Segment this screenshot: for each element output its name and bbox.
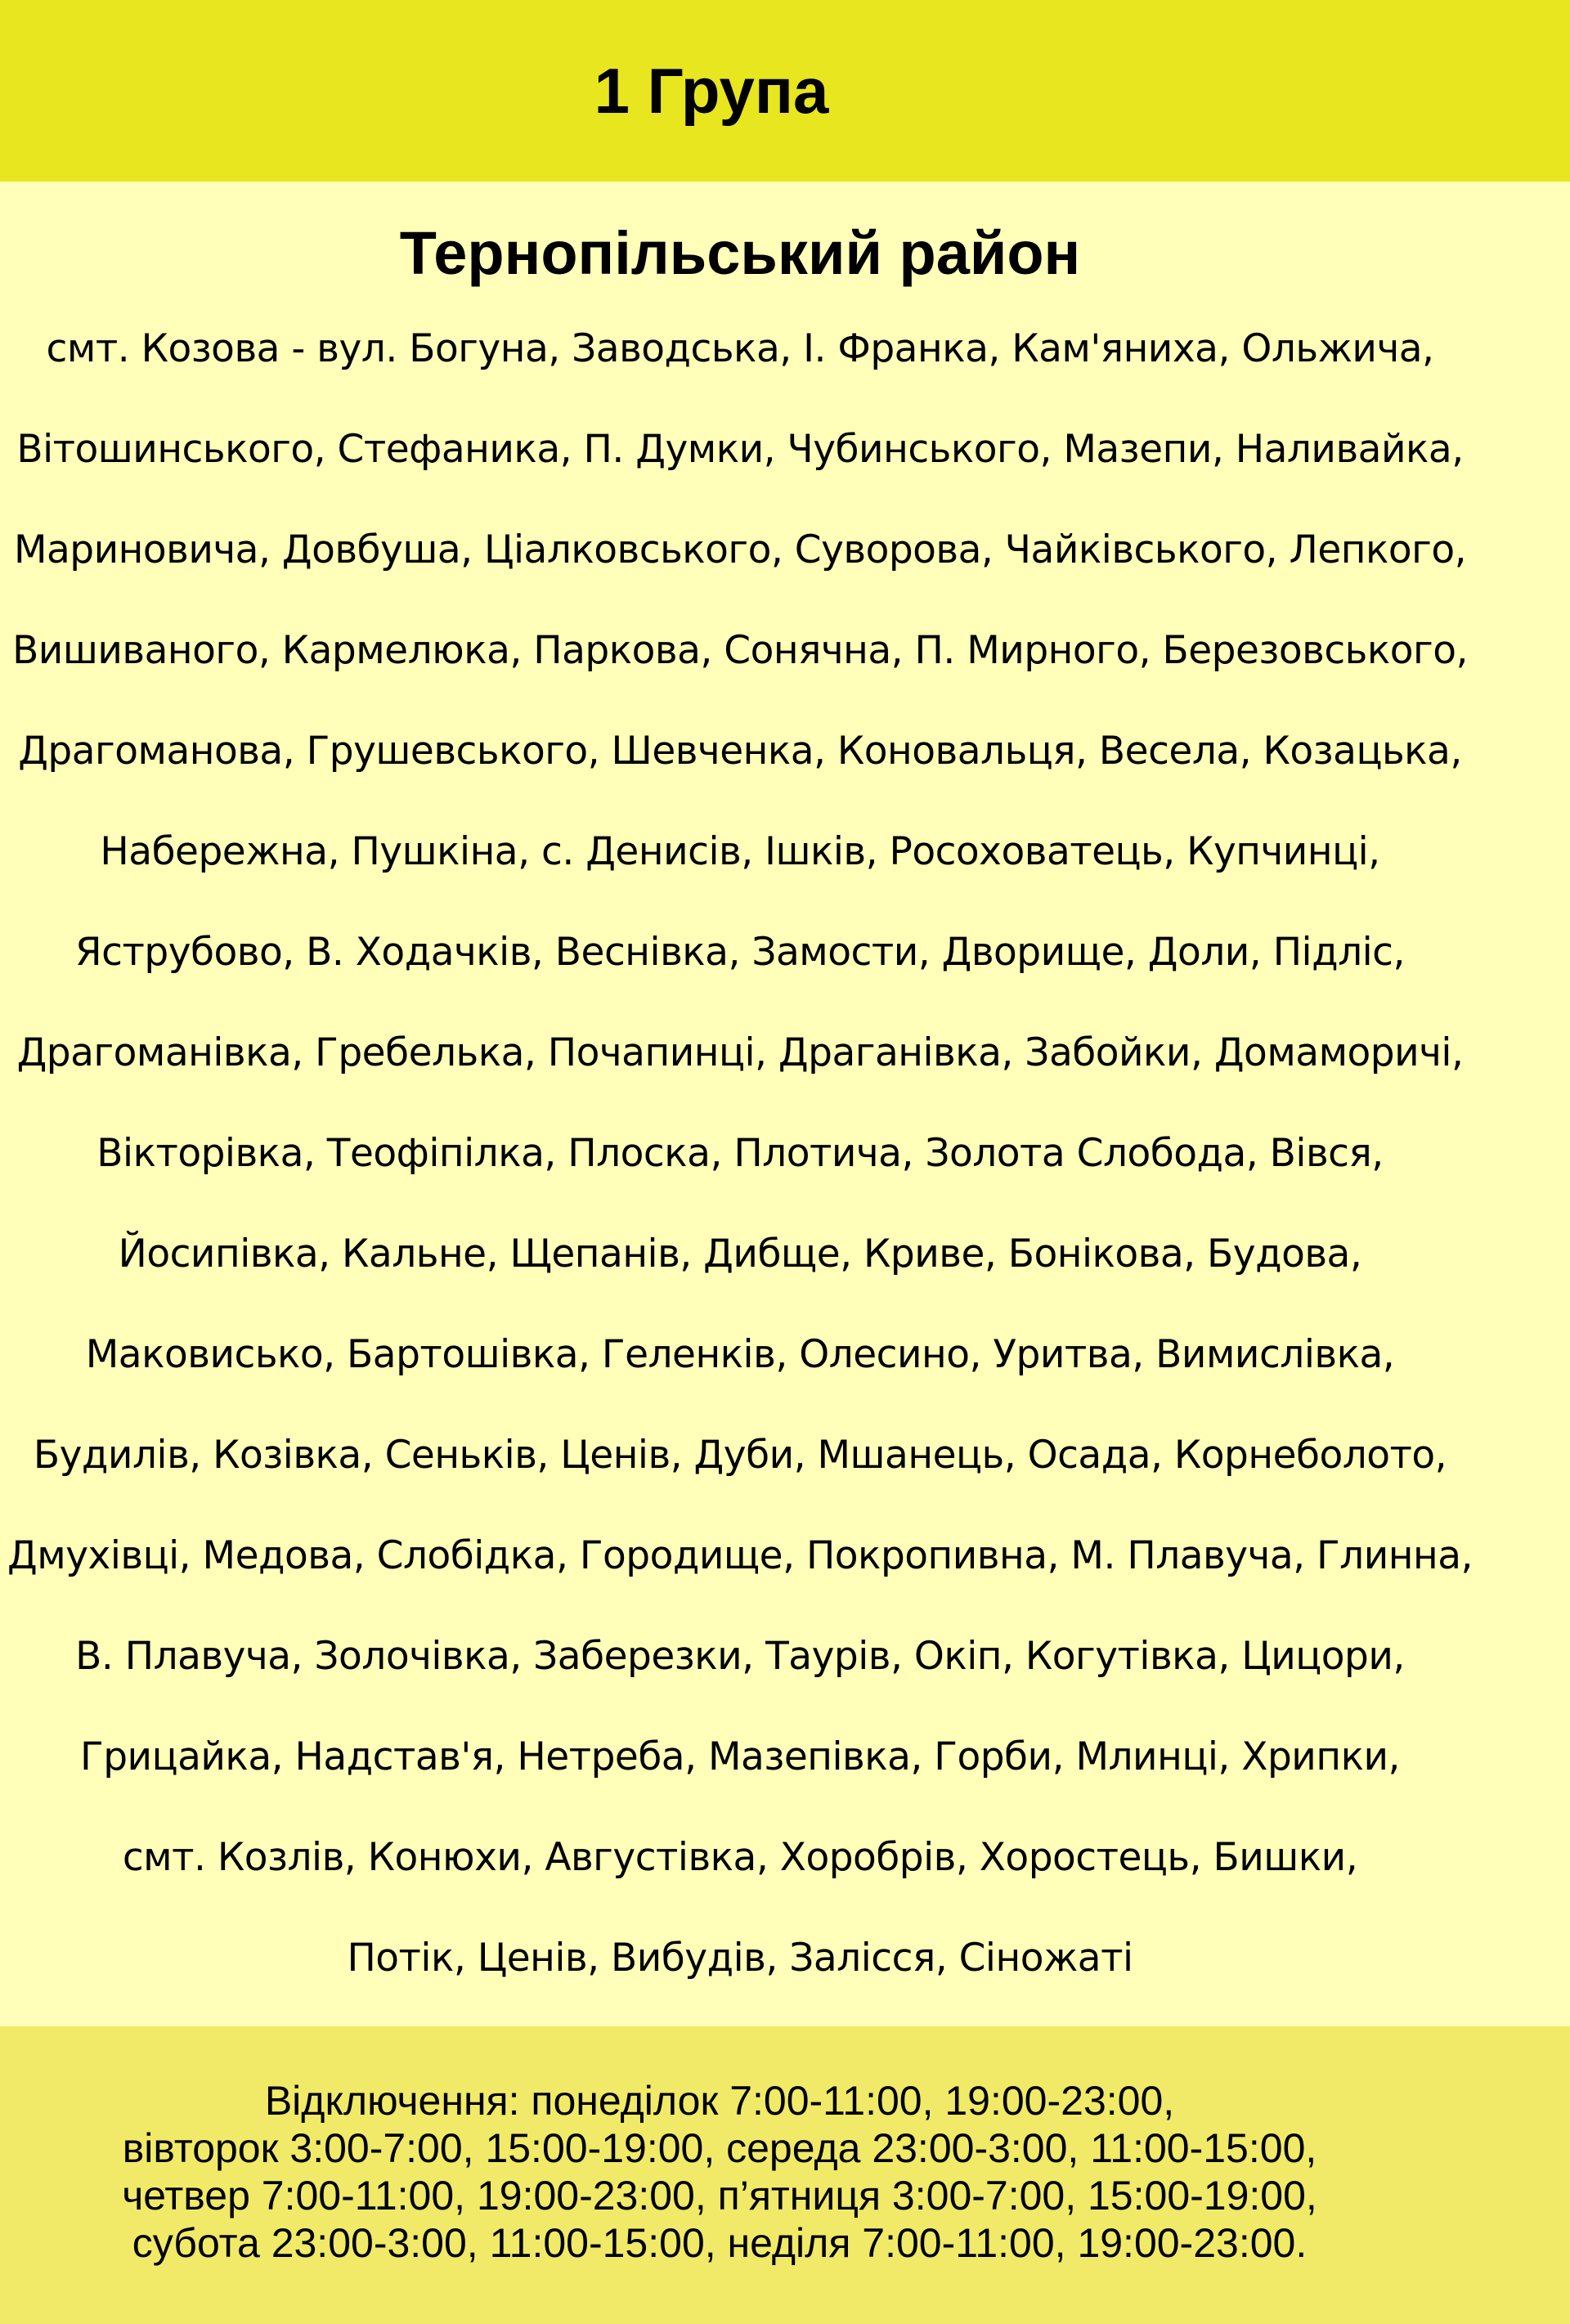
street-line: Яструбово, В. Ходачків, Веснівка, Замости, Дворище, Доли, Підліс, — [75, 930, 1405, 975]
street-line: Потік, Ценів, Вибудів, Залісся, Сіножаті — [347, 1936, 1133, 1981]
schedule-footer — [0, 2026, 1570, 2324]
street-line: Дмухівці, Медова, Слобідка, Городище, Покропивна, М. Плавуча, Глинна, — [7, 1533, 1473, 1578]
group-header — [0, 0, 1570, 182]
street-line: Драгоманівка, Гребелька, Почапинці, Драганівка, Забойки, Домаморичі, — [16, 1030, 1464, 1075]
schedule-line: Відключення: понеділок 7:00-11:00, 19:00-23:00, — [264, 2078, 1175, 2124]
schedule-line: вівторок 3:00-7:00, 15:00-19:00, середа 23:00-3:00, 11:00-15:00, — [122, 2125, 1317, 2171]
street-line: Грицайка, Надстав'я, Нетреба, Мазепівка, Горби, Млинці, Хрипки, — [80, 1734, 1400, 1779]
street-line: Йосипівка, Кальне, Щепанів, Дибще, Криве, Бонікова, Будова, — [118, 1232, 1362, 1276]
schedule-line: четвер 7:00-11:00, 19:00-23:00, п’ятниця 3:00-7:00, 15:00-19:00, — [122, 2173, 1317, 2219]
street-line: смт. Козлів, Конюхи, Августівка, Хоробрів, Хоростець, Бишки, — [122, 1835, 1358, 1880]
schedule-line: субота 23:00-3:00, 11:00-15:00, неділя 7:00-11:00, 19:00-23:00. — [132, 2220, 1308, 2266]
street-list — [0, 298, 1480, 2008]
district-title: Тернопільський район — [399, 219, 1081, 287]
street-line: Драгоманова, Грушевського, Шевченка, Коновальця, Весела, Козацька, — [18, 729, 1462, 774]
district-section — [0, 182, 1570, 2026]
street-line: Будилів, Козівка, Сеньків, Ценів, Дуби, Мшанець, Осада, Корнеболото, — [33, 1433, 1447, 1478]
street-line: Вітошинського, Стефаника, П. Думки, Чубинського, Мазепи, Наливайка, — [16, 427, 1464, 472]
street-line: Набережна, Пушкіна, с. Денисів, Ішків, Росоховатець, Купчинці, — [100, 829, 1380, 874]
street-line: Мариновича, Довбуша, Ціалковського, Суворова, Чайківського, Лепкого, — [13, 527, 1467, 572]
street-line: смт. Козова - вул. Богуна, Заводська, І. Франка, Кам'яниха, Ольжича, — [46, 326, 1434, 371]
group-title: 1 Група — [594, 55, 829, 127]
street-line: Маковисько, Бартошівка, Геленків, Олесино, Уритва, Вимислівка, — [85, 1332, 1395, 1377]
street-line: В. Плавуча, Золочівка, Заберезки, Таурів, Окіп, Когутівка, Цицори, — [75, 1634, 1405, 1679]
outage-schedule — [0, 2077, 1439, 2267]
street-line: Вишиваного, Кармелюка, Паркова, Сонячна, П. Мирного, Березовського, — [12, 628, 1468, 673]
street-line: Вікторівка, Теофіпілка, Плоска, Плотича, Золота Слобода, Вівся, — [96, 1131, 1384, 1176]
